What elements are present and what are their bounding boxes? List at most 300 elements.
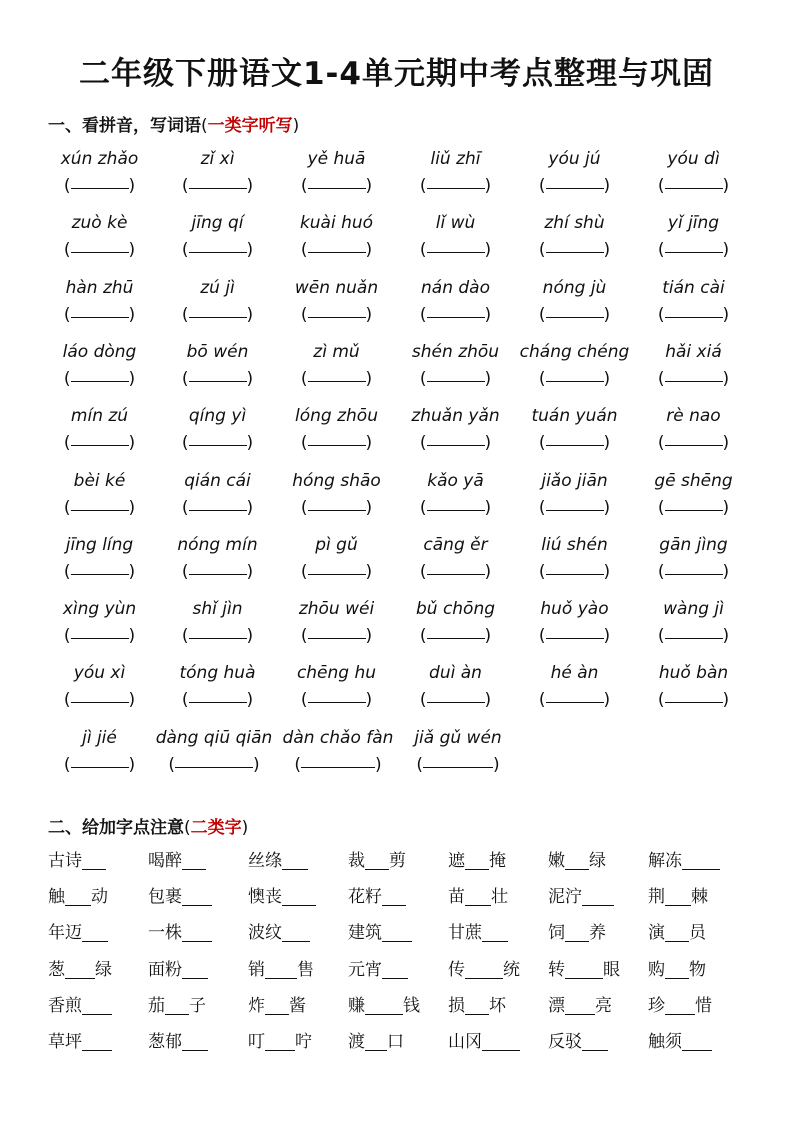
word-item xyxy=(148,1027,208,1057)
answer-blank[interactable] xyxy=(420,429,491,457)
answer-paren-close: ) xyxy=(128,433,136,454)
answer-paren-close: ) xyxy=(722,433,730,454)
answer-line[interactable] xyxy=(665,686,723,703)
answer-blank[interactable] xyxy=(539,429,610,457)
pinyin-item xyxy=(515,532,634,586)
answer-line[interactable] xyxy=(189,365,247,382)
answer-blank[interactable] xyxy=(420,686,491,714)
answer-paren-close: ) xyxy=(128,561,136,582)
pinyin-blank[interactable] xyxy=(165,994,189,1015)
answer-blank[interactable] xyxy=(64,301,135,329)
answer-line[interactable] xyxy=(427,558,485,575)
word-item xyxy=(148,991,206,1021)
answer-paren-open: ( xyxy=(419,561,427,582)
word-item xyxy=(148,846,206,876)
answer-paren-open: ( xyxy=(300,368,308,389)
word-part-before: 叮 xyxy=(248,1032,265,1052)
word-part-before: 漂 xyxy=(548,995,565,1016)
pinyin-text: wàng jì xyxy=(663,599,724,620)
answer-blank[interactable] xyxy=(301,172,372,200)
answer-line[interactable] xyxy=(189,622,247,639)
pinyin-text: xún zhǎo xyxy=(60,149,139,169)
pinyin-item xyxy=(634,660,753,714)
answer-line[interactable] xyxy=(665,236,723,253)
answer-blank[interactable] xyxy=(182,494,253,522)
pinyin-blank[interactable] xyxy=(465,849,489,870)
pinyin-blank[interactable] xyxy=(265,1030,295,1051)
answer-paren-open: ( xyxy=(538,304,546,325)
pinyin-blank[interactable] xyxy=(82,994,112,1015)
answer-line[interactable] xyxy=(189,301,247,318)
answer-paren-close: ) xyxy=(128,304,136,325)
answer-paren-open: ( xyxy=(419,304,427,325)
word-part-before: 裁 xyxy=(348,851,365,871)
answer-paren-open: ( xyxy=(419,433,427,454)
answer-paren-close: ) xyxy=(246,690,254,711)
pinyin-text: liú shén xyxy=(541,534,608,555)
pinyin-item xyxy=(396,403,515,457)
pinyin-blank[interactable] xyxy=(682,849,720,870)
answer-blank[interactable] xyxy=(539,494,610,522)
answer-paren-open: ( xyxy=(168,754,175,775)
answer-line[interactable] xyxy=(308,622,366,639)
answer-blank[interactable] xyxy=(301,686,372,714)
answer-blank[interactable] xyxy=(658,558,729,586)
pinyin-item xyxy=(277,532,396,586)
word-part-before: 葱郁 xyxy=(148,1032,182,1052)
answer-blank[interactable] xyxy=(420,558,491,586)
answer-line[interactable] xyxy=(71,301,129,318)
word-part-before: 渡 xyxy=(348,1032,365,1052)
pinyin-blank[interactable] xyxy=(465,958,503,979)
word-part-after: 惜 xyxy=(695,995,712,1016)
answer-line[interactable] xyxy=(427,172,485,189)
answer-paren-close: ) xyxy=(246,561,254,582)
word-part-before: 茄 xyxy=(148,995,165,1016)
pinyin-blank[interactable] xyxy=(82,849,106,870)
pinyin-blank[interactable] xyxy=(265,958,297,979)
pinyin-item xyxy=(158,275,277,329)
answer-line[interactable] xyxy=(546,172,604,189)
pinyin-text: bèi ké xyxy=(73,470,126,491)
word-part-before: 丝绦 xyxy=(248,851,282,871)
answer-line[interactable] xyxy=(71,686,129,703)
answer-blank[interactable] xyxy=(64,686,135,714)
answer-line[interactable] xyxy=(546,429,604,446)
answer-line[interactable] xyxy=(71,622,129,639)
answer-line[interactable] xyxy=(71,365,129,382)
pinyin-item xyxy=(396,725,520,779)
word-row xyxy=(48,955,760,991)
pinyin-text: rè nao xyxy=(666,406,721,427)
answer-blank[interactable] xyxy=(64,494,135,522)
word-item xyxy=(348,991,420,1021)
answer-paren-close: ) xyxy=(246,304,254,325)
word-part-after: 棘 xyxy=(691,887,708,908)
answer-blank[interactable] xyxy=(658,686,729,714)
pinyin-item xyxy=(515,146,634,200)
answer-line[interactable] xyxy=(189,558,247,575)
word-item xyxy=(648,846,720,876)
answer-paren-open: ( xyxy=(63,433,71,454)
answer-paren-open: ( xyxy=(300,176,308,196)
pinyin-blank[interactable] xyxy=(565,958,603,979)
pinyin-blank[interactable] xyxy=(182,885,212,906)
word-part-before: 草坪 xyxy=(48,1032,82,1052)
answer-line[interactable] xyxy=(71,494,129,511)
answer-blank[interactable] xyxy=(658,236,729,264)
answer-line[interactable] xyxy=(308,365,366,382)
answer-line[interactable] xyxy=(546,301,604,318)
answer-blank[interactable] xyxy=(539,686,610,714)
pinyin-item xyxy=(158,468,277,522)
answer-paren-open: ( xyxy=(63,240,71,261)
answer-blank[interactable] xyxy=(539,365,610,393)
answer-line[interactable] xyxy=(189,429,247,446)
answer-paren-open: ( xyxy=(416,754,423,775)
answer-line[interactable] xyxy=(71,236,129,253)
word-item xyxy=(648,918,706,948)
answer-blank[interactable] xyxy=(64,751,135,779)
pinyin-blank[interactable] xyxy=(582,885,614,906)
pinyin-text: xìng yùn xyxy=(62,599,137,620)
word-part-before: 包裹 xyxy=(148,887,182,908)
pinyin-blank[interactable] xyxy=(565,994,595,1015)
answer-line[interactable] xyxy=(665,558,723,575)
pinyin-blank[interactable] xyxy=(182,921,212,942)
pinyin-blank[interactable] xyxy=(565,849,589,870)
pinyin-item xyxy=(396,596,515,650)
answer-line[interactable] xyxy=(308,301,366,318)
answer-line[interactable] xyxy=(665,494,723,511)
pinyin-blank[interactable] xyxy=(565,921,589,942)
answer-paren-close: ) xyxy=(722,368,730,389)
word-part-after: 亮 xyxy=(595,995,612,1016)
answer-line[interactable] xyxy=(189,686,247,703)
answer-blank[interactable] xyxy=(420,172,491,200)
word-part-before: 触须 xyxy=(648,1032,682,1052)
word-part-before: 演 xyxy=(648,923,665,944)
answer-line[interactable] xyxy=(546,622,604,639)
word-part-before: 解冻 xyxy=(648,851,682,871)
pinyin-blank[interactable] xyxy=(482,921,508,942)
answer-line[interactable] xyxy=(546,365,604,382)
answer-line[interactable] xyxy=(546,494,604,511)
pinyin-blank[interactable] xyxy=(665,885,691,906)
pinyin-text: zú jì xyxy=(200,277,235,298)
answer-paren-close: ) xyxy=(603,497,611,518)
answer-paren-close: ) xyxy=(603,368,611,389)
answer-paren-open: ( xyxy=(538,368,546,389)
answer-blank[interactable] xyxy=(301,622,372,650)
answer-blank[interactable] xyxy=(420,365,491,393)
pinyin-text: nóng jù xyxy=(542,277,607,298)
answer-blank[interactable] xyxy=(539,558,610,586)
answer-blank[interactable] xyxy=(182,301,253,329)
answer-blank[interactable] xyxy=(539,236,610,264)
word-part-after: 动 xyxy=(91,887,108,908)
answer-paren-close: ) xyxy=(365,433,373,454)
answer-paren-close: ) xyxy=(128,240,136,261)
section-1-paren-open: ( xyxy=(201,116,208,136)
answer-blank[interactable] xyxy=(658,429,729,457)
answer-line[interactable] xyxy=(427,365,485,382)
word-item xyxy=(548,882,614,912)
pinyin-text: huǒ bàn xyxy=(658,663,729,684)
answer-paren-open: ( xyxy=(63,754,71,775)
answer-paren-open: ( xyxy=(419,690,427,711)
answer-blank[interactable] xyxy=(64,558,135,586)
answer-line[interactable] xyxy=(189,494,247,511)
word-part-before: 葱 xyxy=(48,959,65,980)
pinyin-item xyxy=(277,468,396,522)
word-part-after: 绿 xyxy=(589,851,606,871)
answer-blank[interactable] xyxy=(294,751,381,779)
pinyin-text: zǐ xì xyxy=(200,149,235,169)
pinyin-text: jì jié xyxy=(82,727,117,748)
pinyin-text: lóng zhōu xyxy=(295,406,378,427)
word-item xyxy=(48,918,108,948)
pinyin-item xyxy=(396,275,515,329)
answer-paren-open: ( xyxy=(181,176,189,196)
word-part-after: 钱 xyxy=(403,995,420,1016)
word-part-before: 山冈 xyxy=(448,1032,482,1052)
answer-paren-close: ) xyxy=(484,240,492,261)
answer-paren-close: ) xyxy=(128,497,136,518)
answer-line[interactable] xyxy=(308,686,366,703)
word-part-after: 酱 xyxy=(289,995,306,1016)
answer-paren-open: ( xyxy=(181,304,189,325)
answer-line[interactable] xyxy=(189,172,247,189)
word-item xyxy=(548,1027,608,1057)
answer-line[interactable] xyxy=(427,301,485,318)
pinyin-blank[interactable] xyxy=(265,994,289,1015)
answer-line[interactable] xyxy=(427,686,485,703)
word-part-before: 触 xyxy=(48,887,65,908)
answer-line[interactable] xyxy=(308,558,366,575)
answer-paren-open: ( xyxy=(300,690,308,711)
answer-blank[interactable] xyxy=(420,494,491,522)
pinyin-blank[interactable] xyxy=(365,994,403,1015)
pinyin-blank[interactable] xyxy=(182,1030,208,1051)
pinyin-blank[interactable] xyxy=(282,921,310,942)
pinyin-blank[interactable] xyxy=(582,1030,608,1051)
answer-line[interactable] xyxy=(71,751,129,768)
answer-blank[interactable] xyxy=(658,494,729,522)
answer-line[interactable] xyxy=(71,429,129,446)
answer-blank[interactable] xyxy=(301,365,372,393)
pinyin-blank[interactable] xyxy=(365,1030,387,1051)
answer-paren-close: ) xyxy=(365,240,373,261)
answer-line[interactable] xyxy=(301,751,375,768)
answer-line[interactable] xyxy=(546,558,604,575)
answer-paren-open: ( xyxy=(538,690,546,711)
word-item xyxy=(548,918,606,948)
word-part-before: 香煎 xyxy=(48,995,82,1016)
answer-blank[interactable] xyxy=(182,365,253,393)
answer-blank[interactable] xyxy=(301,558,372,586)
pinyin-text: lǐ wù xyxy=(435,213,476,234)
answer-line[interactable] xyxy=(427,494,485,511)
section-2-paren-open: ( xyxy=(184,818,191,838)
answer-paren-close: ) xyxy=(246,433,254,454)
answer-paren-open: ( xyxy=(181,497,189,518)
answer-paren-close: ) xyxy=(722,626,730,647)
answer-line[interactable] xyxy=(427,429,485,446)
answer-paren-close: ) xyxy=(722,304,730,325)
answer-line[interactable] xyxy=(665,365,723,382)
word-item xyxy=(548,846,606,876)
answer-blank[interactable] xyxy=(64,365,135,393)
answer-line[interactable] xyxy=(71,172,129,189)
answer-line[interactable] xyxy=(308,494,366,511)
pinyin-text: hé àn xyxy=(550,663,599,684)
answer-blank[interactable] xyxy=(420,236,491,264)
answer-blank[interactable] xyxy=(64,172,135,200)
pinyin-item xyxy=(515,468,634,522)
pinyin-item xyxy=(515,275,634,329)
word-part-before: 购 xyxy=(648,959,665,980)
answer-blank[interactable] xyxy=(182,172,253,200)
word-item xyxy=(48,991,112,1021)
pinyin-blank[interactable] xyxy=(82,1030,112,1051)
word-item xyxy=(348,918,412,948)
answer-blank[interactable] xyxy=(416,751,499,779)
answer-line[interactable] xyxy=(665,301,723,318)
pinyin-blank[interactable] xyxy=(82,921,108,942)
pinyin-text: cāng ěr xyxy=(423,534,488,555)
answer-line[interactable] xyxy=(308,236,366,253)
answer-blank[interactable] xyxy=(658,301,729,329)
answer-paren-open: ( xyxy=(63,176,71,196)
pinyin-item xyxy=(158,403,277,457)
answer-line[interactable] xyxy=(308,429,366,446)
section-2-highlight: 二类字 xyxy=(190,818,242,838)
pinyin-blank[interactable] xyxy=(182,849,206,870)
answer-blank[interactable] xyxy=(539,301,610,329)
pinyin-blank[interactable] xyxy=(682,1030,712,1051)
answer-blank[interactable] xyxy=(420,622,491,650)
answer-line[interactable] xyxy=(308,172,366,189)
pinyin-blank[interactable] xyxy=(465,994,489,1015)
pinyin-text: zhōu wéi xyxy=(298,599,375,620)
pinyin-text: qián cái xyxy=(184,470,251,491)
word-part-after: 口 xyxy=(387,1032,404,1052)
answer-blank[interactable] xyxy=(64,622,135,650)
answer-blank[interactable] xyxy=(64,236,135,264)
pinyin-item xyxy=(158,660,277,714)
answer-blank[interactable] xyxy=(658,365,729,393)
pinyin-blank[interactable] xyxy=(665,921,689,942)
answer-blank[interactable] xyxy=(182,558,253,586)
answer-paren-close: ) xyxy=(722,176,730,196)
word-item xyxy=(648,955,706,985)
pinyin-blank[interactable] xyxy=(382,958,408,979)
answer-blank[interactable] xyxy=(658,622,729,650)
answer-paren-open: ( xyxy=(63,626,71,647)
pinyin-item xyxy=(277,660,396,714)
answer-line[interactable] xyxy=(665,622,723,639)
pinyin-blank[interactable] xyxy=(665,958,689,979)
pinyin-text: yǐ jīng xyxy=(667,213,720,234)
pinyin-item xyxy=(634,532,753,586)
answer-blank[interactable] xyxy=(658,172,729,200)
pinyin-text: dàng qiū qiān xyxy=(155,727,273,748)
pinyin-text: shén zhōu xyxy=(411,341,500,362)
answer-paren-close: ) xyxy=(128,176,136,196)
answer-line[interactable] xyxy=(423,751,493,768)
pinyin-blank[interactable] xyxy=(65,885,91,906)
word-part-after: 壮 xyxy=(491,887,508,908)
pinyin-blank[interactable] xyxy=(65,958,95,979)
answer-paren-open: ( xyxy=(181,240,189,261)
word-part-after: 咛 xyxy=(295,1032,312,1052)
answer-line[interactable] xyxy=(175,751,253,768)
answer-line[interactable] xyxy=(427,622,485,639)
answer-blank[interactable] xyxy=(301,301,372,329)
pinyin-blank[interactable] xyxy=(482,1030,520,1051)
answer-paren-open: ( xyxy=(657,433,665,454)
answer-line[interactable] xyxy=(189,236,247,253)
answer-paren-close: ) xyxy=(246,176,254,196)
word-item xyxy=(48,955,112,985)
answer-blank[interactable] xyxy=(64,429,135,457)
pinyin-blank[interactable] xyxy=(382,921,412,942)
answer-blank[interactable] xyxy=(168,751,259,779)
answer-blank[interactable] xyxy=(539,622,610,650)
pinyin-text: tóng huà xyxy=(179,663,256,684)
answer-blank[interactable] xyxy=(182,622,253,650)
word-item xyxy=(448,955,520,985)
answer-paren-open: ( xyxy=(181,690,189,711)
word-part-after: 子 xyxy=(189,995,206,1016)
answer-blank[interactable] xyxy=(182,686,253,714)
answer-blank[interactable] xyxy=(301,236,372,264)
word-part-before: 苗 xyxy=(448,887,465,908)
answer-blank[interactable] xyxy=(539,172,610,200)
answer-line[interactable] xyxy=(427,236,485,253)
pinyin-blank[interactable] xyxy=(282,885,316,906)
answer-blank[interactable] xyxy=(301,429,372,457)
answer-blank[interactable] xyxy=(182,429,253,457)
pinyin-text: zì mǔ xyxy=(313,341,360,362)
pinyin-item xyxy=(396,468,515,522)
pinyin-blank[interactable] xyxy=(382,885,406,906)
answer-paren-open: ( xyxy=(181,368,189,389)
answer-line[interactable] xyxy=(665,172,723,189)
answer-line[interactable] xyxy=(665,429,723,446)
pinyin-blank[interactable] xyxy=(282,849,308,870)
pinyin-blank[interactable] xyxy=(365,849,389,870)
pinyin-text: kuài huó xyxy=(299,213,374,234)
answer-blank[interactable] xyxy=(420,301,491,329)
word-item xyxy=(248,955,314,985)
answer-blank[interactable] xyxy=(301,494,372,522)
answer-paren-open: ( xyxy=(300,626,308,647)
answer-line[interactable] xyxy=(71,558,129,575)
word-part-after: 掩 xyxy=(489,851,506,871)
answer-line[interactable] xyxy=(546,236,604,253)
pinyin-blank[interactable] xyxy=(665,994,695,1015)
word-row xyxy=(48,1027,760,1063)
pinyin-blank[interactable] xyxy=(182,958,208,979)
answer-blank[interactable] xyxy=(182,236,253,264)
answer-paren-close: ) xyxy=(603,626,611,647)
word-item xyxy=(48,846,106,876)
answer-line[interactable] xyxy=(546,686,604,703)
pinyin-blank[interactable] xyxy=(465,885,491,906)
pinyin-item xyxy=(158,146,277,200)
